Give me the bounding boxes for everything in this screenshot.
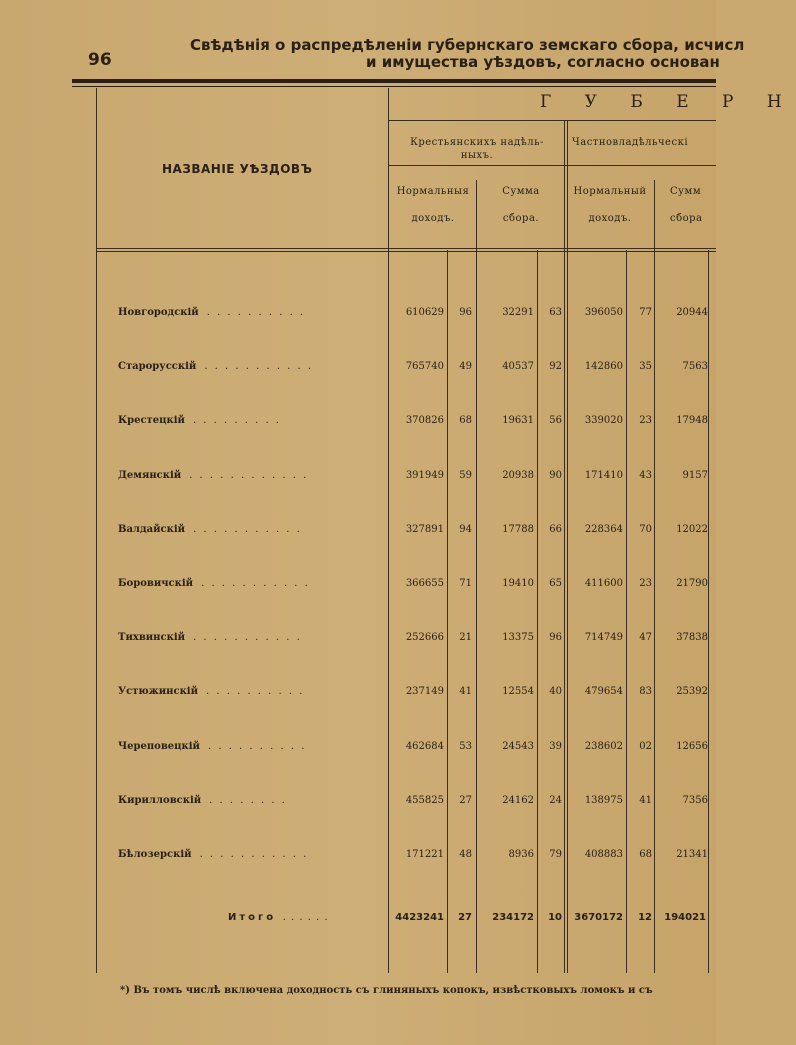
- kopek-divider-c3: [626, 250, 627, 973]
- district-name: [118, 795, 287, 806]
- header-rule-group: [388, 120, 716, 121]
- cell-c1-kopeks: 94: [459, 524, 472, 535]
- header-rule-bottom-double: [96, 251, 716, 252]
- header-col1-line2: доходъ.: [411, 213, 455, 224]
- leader-dots: . . . . . . . . . . . .: [189, 470, 309, 481]
- header-peasant-allotment: [392, 136, 562, 162]
- cell-c1: 171221: [405, 849, 444, 860]
- cell-c3-kopeks: 35: [639, 361, 652, 372]
- district-name-text: Демянскій: [118, 470, 182, 481]
- header-col1-line1: Нормальныя: [396, 186, 470, 197]
- cell-c2-kopeks: 66: [549, 524, 562, 535]
- district-name: [118, 632, 302, 643]
- total-c2: 234172: [492, 912, 534, 923]
- cell-c2: 24162: [502, 795, 534, 806]
- kopek-divider-c4: [708, 250, 709, 973]
- leader-dots: . . . . . . . . . . .: [199, 849, 309, 860]
- cell-c1: 237149: [405, 686, 444, 697]
- district-name: [118, 307, 305, 318]
- kopek-divider-c2: [537, 250, 538, 973]
- column-divider-c1: [476, 180, 477, 973]
- cell-c2-kopeks: 39: [549, 741, 562, 752]
- cell-c1: 765740: [405, 361, 444, 372]
- cell-c3: 138975: [584, 795, 623, 806]
- header-district-name: НАЗВАНІЕ УѢЗДОВЪ: [162, 162, 313, 176]
- cell-c1: 366655: [405, 578, 444, 589]
- header-peasant-line1: Крестьянскихъ надѣль-: [410, 137, 544, 148]
- leader-dots: . . . . . . . . . . .: [201, 578, 310, 589]
- cell-c2-kopeks: 40: [549, 686, 562, 697]
- header-private: Частновладѣльческі: [572, 137, 689, 148]
- title-line-2: и имущества уѣздовъ, согласно основан: [366, 53, 720, 71]
- header-peasant-line2: ныхъ.: [460, 150, 494, 161]
- cell-c1-kopeks: 53: [459, 741, 472, 752]
- cell-c4: 12022: [676, 524, 708, 535]
- cell-c3-kopeks: 23: [639, 415, 652, 426]
- district-name-text: Бѣлозерскій: [118, 849, 192, 860]
- column-divider-c3: [654, 180, 655, 973]
- cell-c1-kopeks: 96: [459, 307, 472, 318]
- cell-c3-kopeks: 23: [639, 578, 652, 589]
- kopek-divider-c1: [447, 250, 448, 973]
- cell-c3-kopeks: 43: [639, 470, 652, 481]
- cell-c4: 7563: [682, 361, 708, 372]
- cell-c4: 37838: [676, 632, 708, 643]
- cell-c2-kopeks: 56: [549, 415, 562, 426]
- cell-c2-kopeks: 65: [549, 578, 562, 589]
- district-name: [118, 361, 313, 372]
- header-rule-sub: [388, 165, 716, 166]
- district-name-text: Старорусскій: [118, 361, 197, 372]
- cell-c4: 17948: [676, 415, 708, 426]
- cell-c3: 339020: [584, 415, 623, 426]
- district-name: [118, 524, 302, 535]
- district-name-text: Кирилловскій: [118, 795, 202, 806]
- cell-c3-kopeks: 68: [639, 849, 652, 860]
- header-col2: [478, 185, 564, 225]
- cell-c3-kopeks: 77: [639, 307, 652, 318]
- header-col4: [670, 185, 716, 225]
- total-leader-dots: . . . . . .: [282, 912, 329, 923]
- cell-c3: 714749: [584, 632, 623, 643]
- district-name: [118, 741, 306, 752]
- cell-c3: 411600: [584, 578, 623, 589]
- total-c3: 3670172: [574, 912, 623, 923]
- cell-c3-kopeks: 83: [639, 686, 652, 697]
- cell-c3-kopeks: 41: [639, 795, 652, 806]
- cell-c2-kopeks: 24: [549, 795, 562, 806]
- cell-c4: 21790: [676, 578, 708, 589]
- district-name-text: Боровичскій: [118, 578, 194, 589]
- cell-c2: 8936: [508, 849, 534, 860]
- header-col1: [390, 185, 476, 225]
- district-name-text: Череповецкій: [118, 741, 200, 752]
- cell-c3: 142860: [584, 361, 623, 372]
- cell-c2-kopeks: 92: [549, 361, 562, 372]
- header-col2-line2: сбора.: [502, 213, 540, 224]
- total-c4: 194021: [664, 912, 706, 923]
- cell-c2-kopeks: 79: [549, 849, 562, 860]
- cell-c2: 20938: [502, 470, 534, 481]
- cell-c3-kopeks: 70: [639, 524, 652, 535]
- total-label: [228, 912, 329, 923]
- cell-c2: 19410: [502, 578, 534, 589]
- cell-c2-kopeks: 90: [549, 470, 562, 481]
- cell-c1-kopeks: 71: [459, 578, 472, 589]
- total-c1: 4423241: [395, 912, 444, 923]
- cell-c2-kopeks: 96: [549, 632, 562, 643]
- header-rule-thin: [72, 86, 716, 87]
- district-name-text: Крестецкій: [118, 415, 185, 426]
- cell-c4: 25392: [676, 686, 708, 697]
- district-name-text: Устюжинскій: [118, 686, 199, 697]
- cell-c1-kopeks: 59: [459, 470, 472, 481]
- cell-c1: 455825: [405, 795, 444, 806]
- cell-c1-kopeks: 21: [459, 632, 472, 643]
- total-label-text: Итого: [228, 912, 277, 923]
- total-c3-kopeks: 12: [638, 912, 652, 923]
- leader-dots: . . . . . . . . . . .: [193, 524, 302, 535]
- cell-c3-kopeks: 02: [639, 741, 652, 752]
- header-col4-line2: сбора: [670, 213, 703, 224]
- leader-dots: . . . . . . . . . .: [206, 307, 306, 318]
- cell-c2: 32291: [502, 307, 534, 318]
- leader-dots: . . . . . . . . . .: [207, 741, 307, 752]
- cell-c1-kopeks: 41: [459, 686, 472, 697]
- cell-c4: 21341: [676, 849, 708, 860]
- cell-c3: 171410: [584, 470, 623, 481]
- header-rule-bottom: [96, 248, 716, 249]
- cell-c1: 370826: [405, 415, 444, 426]
- cell-c1: 252666: [405, 632, 444, 643]
- cell-c3: 408883: [584, 849, 623, 860]
- leader-dots: . . . . . . . . . .: [206, 686, 305, 697]
- cell-c1: 391949: [405, 470, 444, 481]
- cell-c3: 228364: [584, 524, 623, 535]
- total-c2-kopeks: 10: [548, 912, 562, 923]
- district-name: [118, 686, 304, 697]
- cell-c1-kopeks: 27: [459, 795, 472, 806]
- cell-c1: 610629: [405, 307, 444, 318]
- total-c1-kopeks: 27: [458, 912, 472, 923]
- page-number: 96: [88, 50, 112, 70]
- footnote: *) Въ томъ числѣ включена доходность съ глиняныхъ копокъ, извѣстковыхъ ломокъ и съ: [120, 985, 653, 996]
- cell-c1: 462684: [405, 741, 444, 752]
- district-name-text: Новгородскій: [118, 307, 199, 318]
- cell-c3: 396050: [584, 307, 623, 318]
- cell-c2: 24543: [502, 741, 534, 752]
- header-col3-line2: доходъ.: [588, 213, 632, 224]
- cell-c4: 20944: [676, 307, 708, 318]
- cell-c2: 17788: [502, 524, 534, 535]
- cell-c3: 238602: [584, 741, 623, 752]
- cell-c2-kopeks: 63: [549, 307, 562, 318]
- cell-c3: 479654: [584, 686, 623, 697]
- district-name: [118, 470, 308, 481]
- cell-c1-kopeks: 49: [459, 361, 472, 372]
- header-col2-line1: Сумма: [502, 186, 540, 197]
- title-line-1: Свѣдѣнія о распредѣленіи губернскаго земскаго сбора, исчисл: [190, 36, 745, 54]
- header-col4-line1: Сумм: [670, 186, 702, 197]
- cell-c3-kopeks: 47: [639, 632, 652, 643]
- district-name: [118, 849, 308, 860]
- cell-c1: 327891: [405, 524, 444, 535]
- district-name: [118, 415, 281, 426]
- cell-c2: 12554: [502, 686, 534, 697]
- leader-dots: . . . . . . . . . . .: [204, 361, 314, 372]
- cell-c4: 12656: [676, 741, 708, 752]
- header-group-guberniya: Г У Б Е Р Н: [540, 92, 796, 112]
- leader-dots: . . . . . . . . . . .: [193, 632, 302, 643]
- cell-c4: 7356: [682, 795, 708, 806]
- cell-c1-kopeks: 48: [459, 849, 472, 860]
- leader-dots: . . . . . . . .: [209, 795, 287, 806]
- header-col3: [567, 185, 653, 225]
- district-name: [118, 578, 310, 589]
- cell-c2: 13375: [502, 632, 534, 643]
- district-name-text: Валдайскій: [118, 524, 186, 535]
- cell-c4: 9157: [682, 470, 708, 481]
- table-border-left: [96, 88, 97, 973]
- district-name-text: Тихвинскій: [118, 632, 186, 643]
- cell-c2: 19631: [502, 415, 534, 426]
- leader-dots: . . . . . . . . .: [192, 415, 281, 426]
- cell-c2: 40537: [502, 361, 534, 372]
- header-col3-line1: Нормальный: [573, 186, 647, 197]
- header-rule-thick: [72, 79, 716, 83]
- cell-c1-kopeks: 68: [459, 415, 472, 426]
